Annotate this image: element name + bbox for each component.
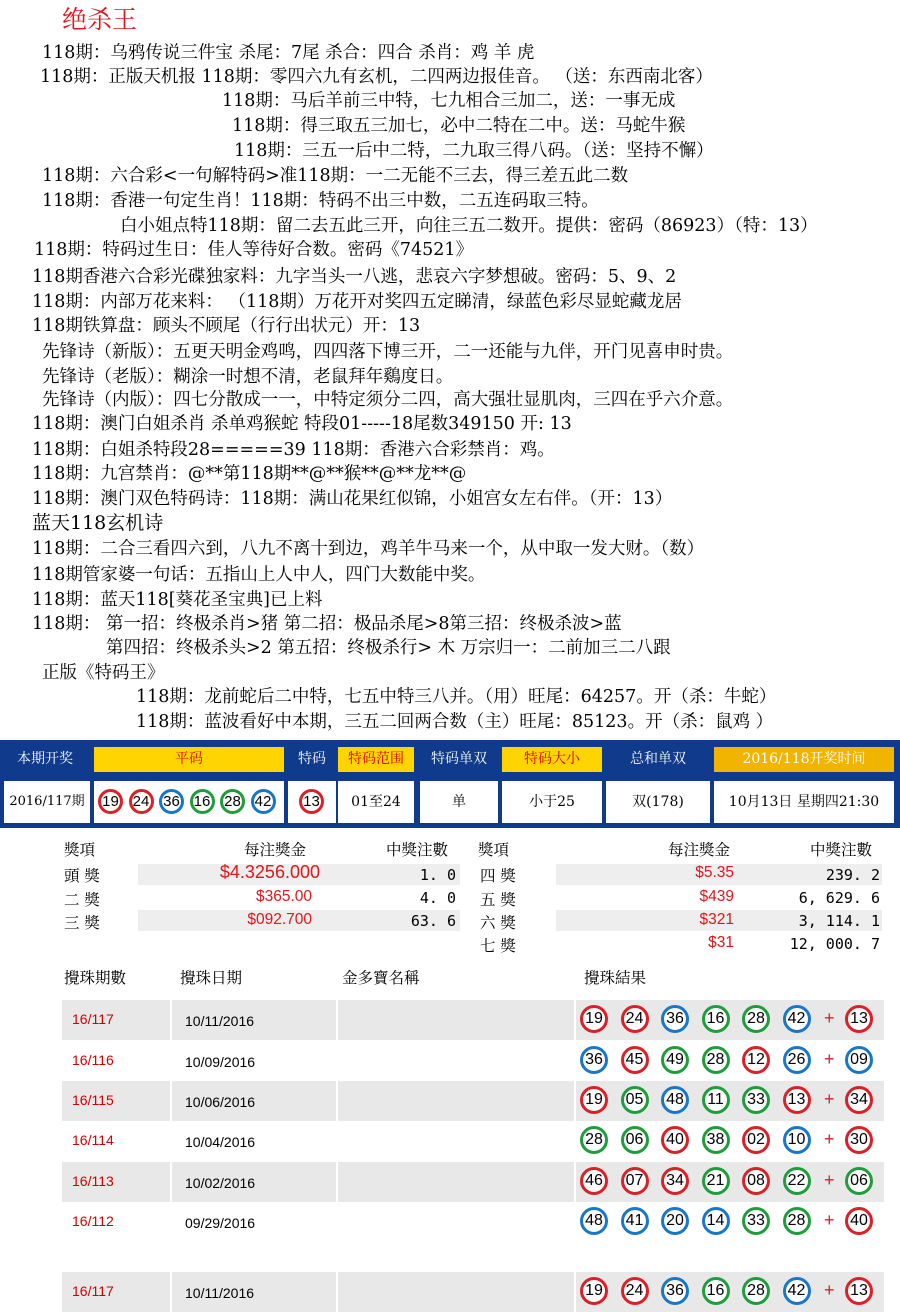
prize-name: 五 獎 bbox=[480, 891, 516, 909]
prize-winners: 6, 629. 6 bbox=[798, 889, 880, 907]
lottery-ball: 19 bbox=[580, 1277, 608, 1305]
lottery-ball: 36 bbox=[661, 1277, 689, 1305]
lottery-ball: 28 bbox=[580, 1126, 608, 1154]
prediction-heading: 正版《特码王》 bbox=[42, 663, 165, 683]
prize-header-winners: 中獎注數 bbox=[810, 841, 873, 859]
lottery-ball: 30 bbox=[845, 1126, 873, 1154]
lottery-ball: 42 bbox=[783, 1005, 811, 1033]
lottery-ball: 40 bbox=[661, 1126, 689, 1154]
next-draw-time: 10月13日 星期四21:30 bbox=[714, 781, 894, 823]
prediction-line: 118期：澳门双色特码诗：118期：满山花果红似锦，小姐宫女左右伴。（开：13） bbox=[32, 489, 673, 509]
lottery-ball: 06 bbox=[621, 1126, 649, 1154]
history-date: 10/02/2016 bbox=[185, 1175, 256, 1191]
prediction-line: 118期：内部万花来料： （118期）万花开对奖四五定睇清，绿蓝色彩尽显蛇藏龙居 bbox=[32, 292, 682, 312]
lottery-ball: 28 bbox=[783, 1207, 811, 1235]
lottery-ball: 28 bbox=[702, 1046, 730, 1074]
lottery-ball: 24 bbox=[621, 1277, 649, 1305]
prize-amount: $31 bbox=[708, 934, 734, 951]
history-date: 09/29/2016 bbox=[185, 1215, 256, 1231]
lottery-ball: 33 bbox=[742, 1207, 770, 1235]
history-cell bbox=[338, 1041, 574, 1081]
prize-name: 二 獎 bbox=[64, 891, 100, 909]
history-cell bbox=[338, 1081, 574, 1121]
lottery-ball: 13 bbox=[845, 1277, 873, 1305]
lottery-ball: 36 bbox=[159, 789, 184, 814]
history-cell bbox=[338, 1162, 574, 1202]
prediction-line: 118期：乌鸦传说三件宝 杀尾：7尾 杀合：四合 杀肖：鸡 羊 虎 bbox=[42, 43, 535, 63]
history-period: 16/113 bbox=[72, 1173, 114, 1189]
history-date: 10/11/2016 bbox=[185, 1013, 255, 1029]
prediction-line: 118期：蓝波看好中本期，三五二回两合数（主）旺尾：85123。开（杀：鼠鸡 ） bbox=[136, 712, 774, 732]
prediction-line: 118期铁算盘：顾头不顾尾（行行出状元）开：13 bbox=[32, 316, 421, 336]
history-period: 16/112 bbox=[72, 1213, 114, 1229]
lottery-ball: 07 bbox=[621, 1167, 649, 1195]
prediction-line: 先锋诗（老版）：糊涂一时想不清，老鼠拜年鷄度日。 bbox=[42, 367, 454, 387]
prediction-line: 先锋诗（新版）：五更天明金鸡鸣，四四落下博三开，二一还能与九伴，开门见喜申时贵。 bbox=[42, 342, 734, 362]
prediction-line: 118期：白姐杀特段28=====39 118期：香港六合彩禁肖：鸡。 bbox=[32, 440, 555, 460]
prediction-line: 第四招：终极杀头>2 第五招：终极杀行> 木 万宗归一：二前加三二八跟 bbox=[106, 638, 671, 658]
plus-sign: + bbox=[824, 1008, 835, 1028]
prediction-line: 118期：正版天机报 118期：零四六九有玄机，二四两边报佳音。 （送：东西南北客） bbox=[40, 67, 713, 87]
lottery-ball: 45 bbox=[621, 1046, 649, 1074]
prize-amount: $5.35 bbox=[695, 864, 734, 881]
prize-amount: $321 bbox=[699, 911, 734, 928]
lottery-ball: 34 bbox=[845, 1086, 873, 1114]
lottery-ball: 19 bbox=[98, 789, 123, 814]
lottery-ball: 16 bbox=[190, 789, 215, 814]
regular-balls-cell bbox=[94, 781, 284, 823]
header-special-size: 特码大小 bbox=[502, 747, 602, 772]
lottery-ball: 36 bbox=[661, 1005, 689, 1033]
prediction-line: 118期：蓝天118[葵花圣宝典]已上料 bbox=[32, 590, 323, 610]
history-cell bbox=[338, 1202, 574, 1242]
prize-name: 六 獎 bbox=[480, 914, 516, 932]
lottery-ball: 19 bbox=[580, 1005, 608, 1033]
prize-header-item: 獎項 bbox=[478, 841, 510, 859]
prize-amount: $092.700 bbox=[247, 911, 312, 928]
history-period: 16/117 bbox=[72, 1283, 114, 1299]
prize-name: 頭 獎 bbox=[64, 867, 100, 885]
plus-sign: + bbox=[824, 1170, 835, 1190]
header-sum-odd-even: 总和单双 bbox=[606, 747, 710, 772]
lottery-ball: 22 bbox=[783, 1167, 811, 1195]
plus-sign: + bbox=[824, 1129, 835, 1149]
lottery-ball: 41 bbox=[621, 1207, 649, 1235]
prize-name: 七 獎 bbox=[480, 937, 516, 955]
lottery-ball: 09 bbox=[845, 1046, 873, 1074]
history-date: 10/09/2016 bbox=[185, 1054, 256, 1070]
header-special-range: 特码范围 bbox=[338, 747, 414, 772]
lottery-ball: 48 bbox=[580, 1207, 608, 1235]
lottery-ball: 46 bbox=[580, 1167, 608, 1195]
prize-winners: 1. 0 bbox=[419, 866, 456, 884]
prize-winners: 4. 0 bbox=[419, 889, 456, 907]
header-current-draw: 本期开奖 bbox=[0, 747, 90, 772]
prediction-line: 白小姐点特118期：留二去五此三开，向往三五二数开。提供：密码（86923）（特：13） bbox=[120, 216, 818, 236]
sum-odd-even: 双(178) bbox=[606, 781, 710, 823]
history-header-period: 攪珠期數 bbox=[64, 969, 127, 987]
lottery-ball: 21 bbox=[702, 1167, 730, 1195]
prize-amount: $365.00 bbox=[255, 888, 312, 905]
prize-name: 三 獎 bbox=[64, 914, 100, 932]
prediction-heading: 蓝天118玄机诗 bbox=[32, 512, 164, 534]
prize-header-amount: 每注獎金 bbox=[244, 841, 307, 859]
history-date: 10/04/2016 bbox=[185, 1134, 256, 1150]
plus-sign: + bbox=[824, 1280, 835, 1300]
lottery-ball: 16 bbox=[702, 1277, 730, 1305]
lottery-ball: 33 bbox=[742, 1086, 770, 1114]
history-period: 16/114 bbox=[72, 1132, 114, 1148]
prediction-line: 118期：三五一后中二特，二九取三得八码。（送：坚持不懈） bbox=[234, 141, 714, 161]
plus-sign: + bbox=[824, 1089, 835, 1109]
prediction-line: 118期：龙前蛇后二中特，七五中特三八并。（用）旺尾：64257。开（杀：牛蛇） bbox=[136, 687, 777, 707]
prediction-line: 118期：香港一句定生肖！118期：特码不出三中数，二五连码取三特。 bbox=[42, 191, 599, 211]
lottery-ball: 34 bbox=[661, 1167, 689, 1195]
plus-sign: + bbox=[824, 1210, 835, 1230]
special-ball-cell bbox=[288, 781, 336, 823]
lottery-ball: 49 bbox=[661, 1046, 689, 1074]
header-special-odd-even: 特码单双 bbox=[420, 747, 498, 772]
lottery-ball: 13 bbox=[845, 1005, 873, 1033]
prize-name: 四 獎 bbox=[480, 867, 516, 885]
prize-winners: 63. 6 bbox=[410, 912, 456, 930]
prize-header-amount: 每注獎金 bbox=[668, 841, 731, 859]
lottery-ball: 48 bbox=[661, 1086, 689, 1114]
prize-amount: $4.3256.000 bbox=[219, 862, 320, 882]
lottery-ball: 36 bbox=[580, 1046, 608, 1074]
history-cell bbox=[338, 1000, 574, 1040]
history-cell bbox=[338, 1272, 574, 1312]
lottery-ball: 10 bbox=[783, 1126, 811, 1154]
special-odd-even: 单 bbox=[420, 781, 498, 823]
lottery-ball: 24 bbox=[621, 1005, 649, 1033]
lottery-ball: 28 bbox=[220, 789, 245, 814]
prize-winners: 239. 2 bbox=[825, 866, 880, 884]
lottery-ball: 08 bbox=[742, 1167, 770, 1195]
header-special-number: 特码 bbox=[288, 747, 336, 772]
page-title: 绝杀王 bbox=[62, 5, 138, 34]
prediction-line: 118期：马后羊前三中特，七九相合三加二，送：一事无成 bbox=[222, 91, 676, 111]
history-period: 16/115 bbox=[72, 1092, 114, 1108]
lottery-ball: 11 bbox=[702, 1086, 730, 1114]
prize-header-item: 獎項 bbox=[64, 841, 96, 859]
header-regular-numbers: 平码 bbox=[94, 747, 284, 772]
history-period: 16/116 bbox=[72, 1052, 114, 1068]
prize-winners: 12, 000. 7 bbox=[789, 935, 880, 953]
lottery-ball: 40 bbox=[845, 1207, 873, 1235]
history-cell bbox=[338, 1121, 574, 1161]
lottery-ball: 20 bbox=[661, 1207, 689, 1235]
prediction-line: 118期：特码过生日：佳人等待好合数。密码《74521》 bbox=[34, 240, 474, 260]
lottery-ball: 05 bbox=[621, 1086, 649, 1114]
history-date: 10/06/2016 bbox=[185, 1094, 256, 1110]
lottery-ball: 28 bbox=[742, 1277, 770, 1305]
plus-sign: + bbox=[824, 1049, 835, 1069]
prediction-line: 118期管家婆一句话：五指山上人中人，四门大数能中奖。 bbox=[32, 565, 486, 585]
lottery-ball: 13 bbox=[299, 789, 324, 814]
current-period: 2016/117期 bbox=[4, 781, 90, 823]
lottery-ball: 42 bbox=[783, 1277, 811, 1305]
prediction-line: 118期：九宫禁肖：@**第118期**@**猴**@**龙**@ bbox=[32, 464, 467, 484]
lottery-ball: 24 bbox=[129, 789, 154, 814]
history-date: 10/11/2016 bbox=[185, 1285, 255, 1301]
header-next-draw-time: 2016/118开奖时间 bbox=[714, 747, 894, 772]
prediction-line: 118期： 第一招：终极杀肖>猪 第二招：极品杀尾>8第三招：终极杀波>蓝 bbox=[32, 614, 622, 634]
lottery-ball: 26 bbox=[783, 1046, 811, 1074]
lottery-ball: 14 bbox=[702, 1207, 730, 1235]
special-range: 01至24 bbox=[338, 781, 414, 823]
lottery-ball: 19 bbox=[580, 1086, 608, 1114]
lottery-ball: 06 bbox=[845, 1167, 873, 1195]
prediction-line: 118期：二合三看四六到，八九不离十到边，鸡羊牛马来一个，从中取一发大财。（数） bbox=[32, 539, 705, 559]
prize-amount: $439 bbox=[699, 888, 734, 905]
prediction-line: 118期香港六合彩光碟独家料：九字当头一八逃，悲哀六字梦想破。密码：5、9、2 bbox=[32, 267, 677, 287]
special-size: 小于25 bbox=[502, 781, 602, 823]
history-header-name: 金多寶名稱 bbox=[342, 969, 420, 987]
lottery-ball: 02 bbox=[742, 1126, 770, 1154]
prize-header-winners: 中獎注數 bbox=[386, 841, 449, 859]
history-header-date: 攪珠日期 bbox=[180, 969, 243, 987]
lottery-ball: 16 bbox=[702, 1005, 730, 1033]
history-header-result: 攪珠結果 bbox=[584, 969, 647, 987]
prize-winners: 3, 114. 1 bbox=[798, 912, 880, 930]
prediction-line: 118期：澳门白姐杀肖 杀单鸡猴蛇 特段01-----18尾数349150 开: 13 bbox=[32, 414, 572, 434]
lottery-ball: 28 bbox=[742, 1005, 770, 1033]
lottery-ball: 13 bbox=[783, 1086, 811, 1114]
lottery-ball: 42 bbox=[251, 789, 276, 814]
prediction-line: 118期：六合彩<一句解特码>准118期：一二无能不三去，得三差五此二数 bbox=[42, 166, 629, 186]
lottery-ball: 38 bbox=[702, 1126, 730, 1154]
prediction-line: 先锋诗（内版）：四七分散成一一，中特定须分二四，高大强壮显肌肉，三四在乎六介意。 bbox=[42, 390, 734, 410]
prediction-line: 118期：得三取五三加七，必中二特在二中。送：马蛇牛猴 bbox=[232, 116, 686, 136]
history-period: 16/117 bbox=[72, 1011, 114, 1027]
lottery-ball: 12 bbox=[742, 1046, 770, 1074]
